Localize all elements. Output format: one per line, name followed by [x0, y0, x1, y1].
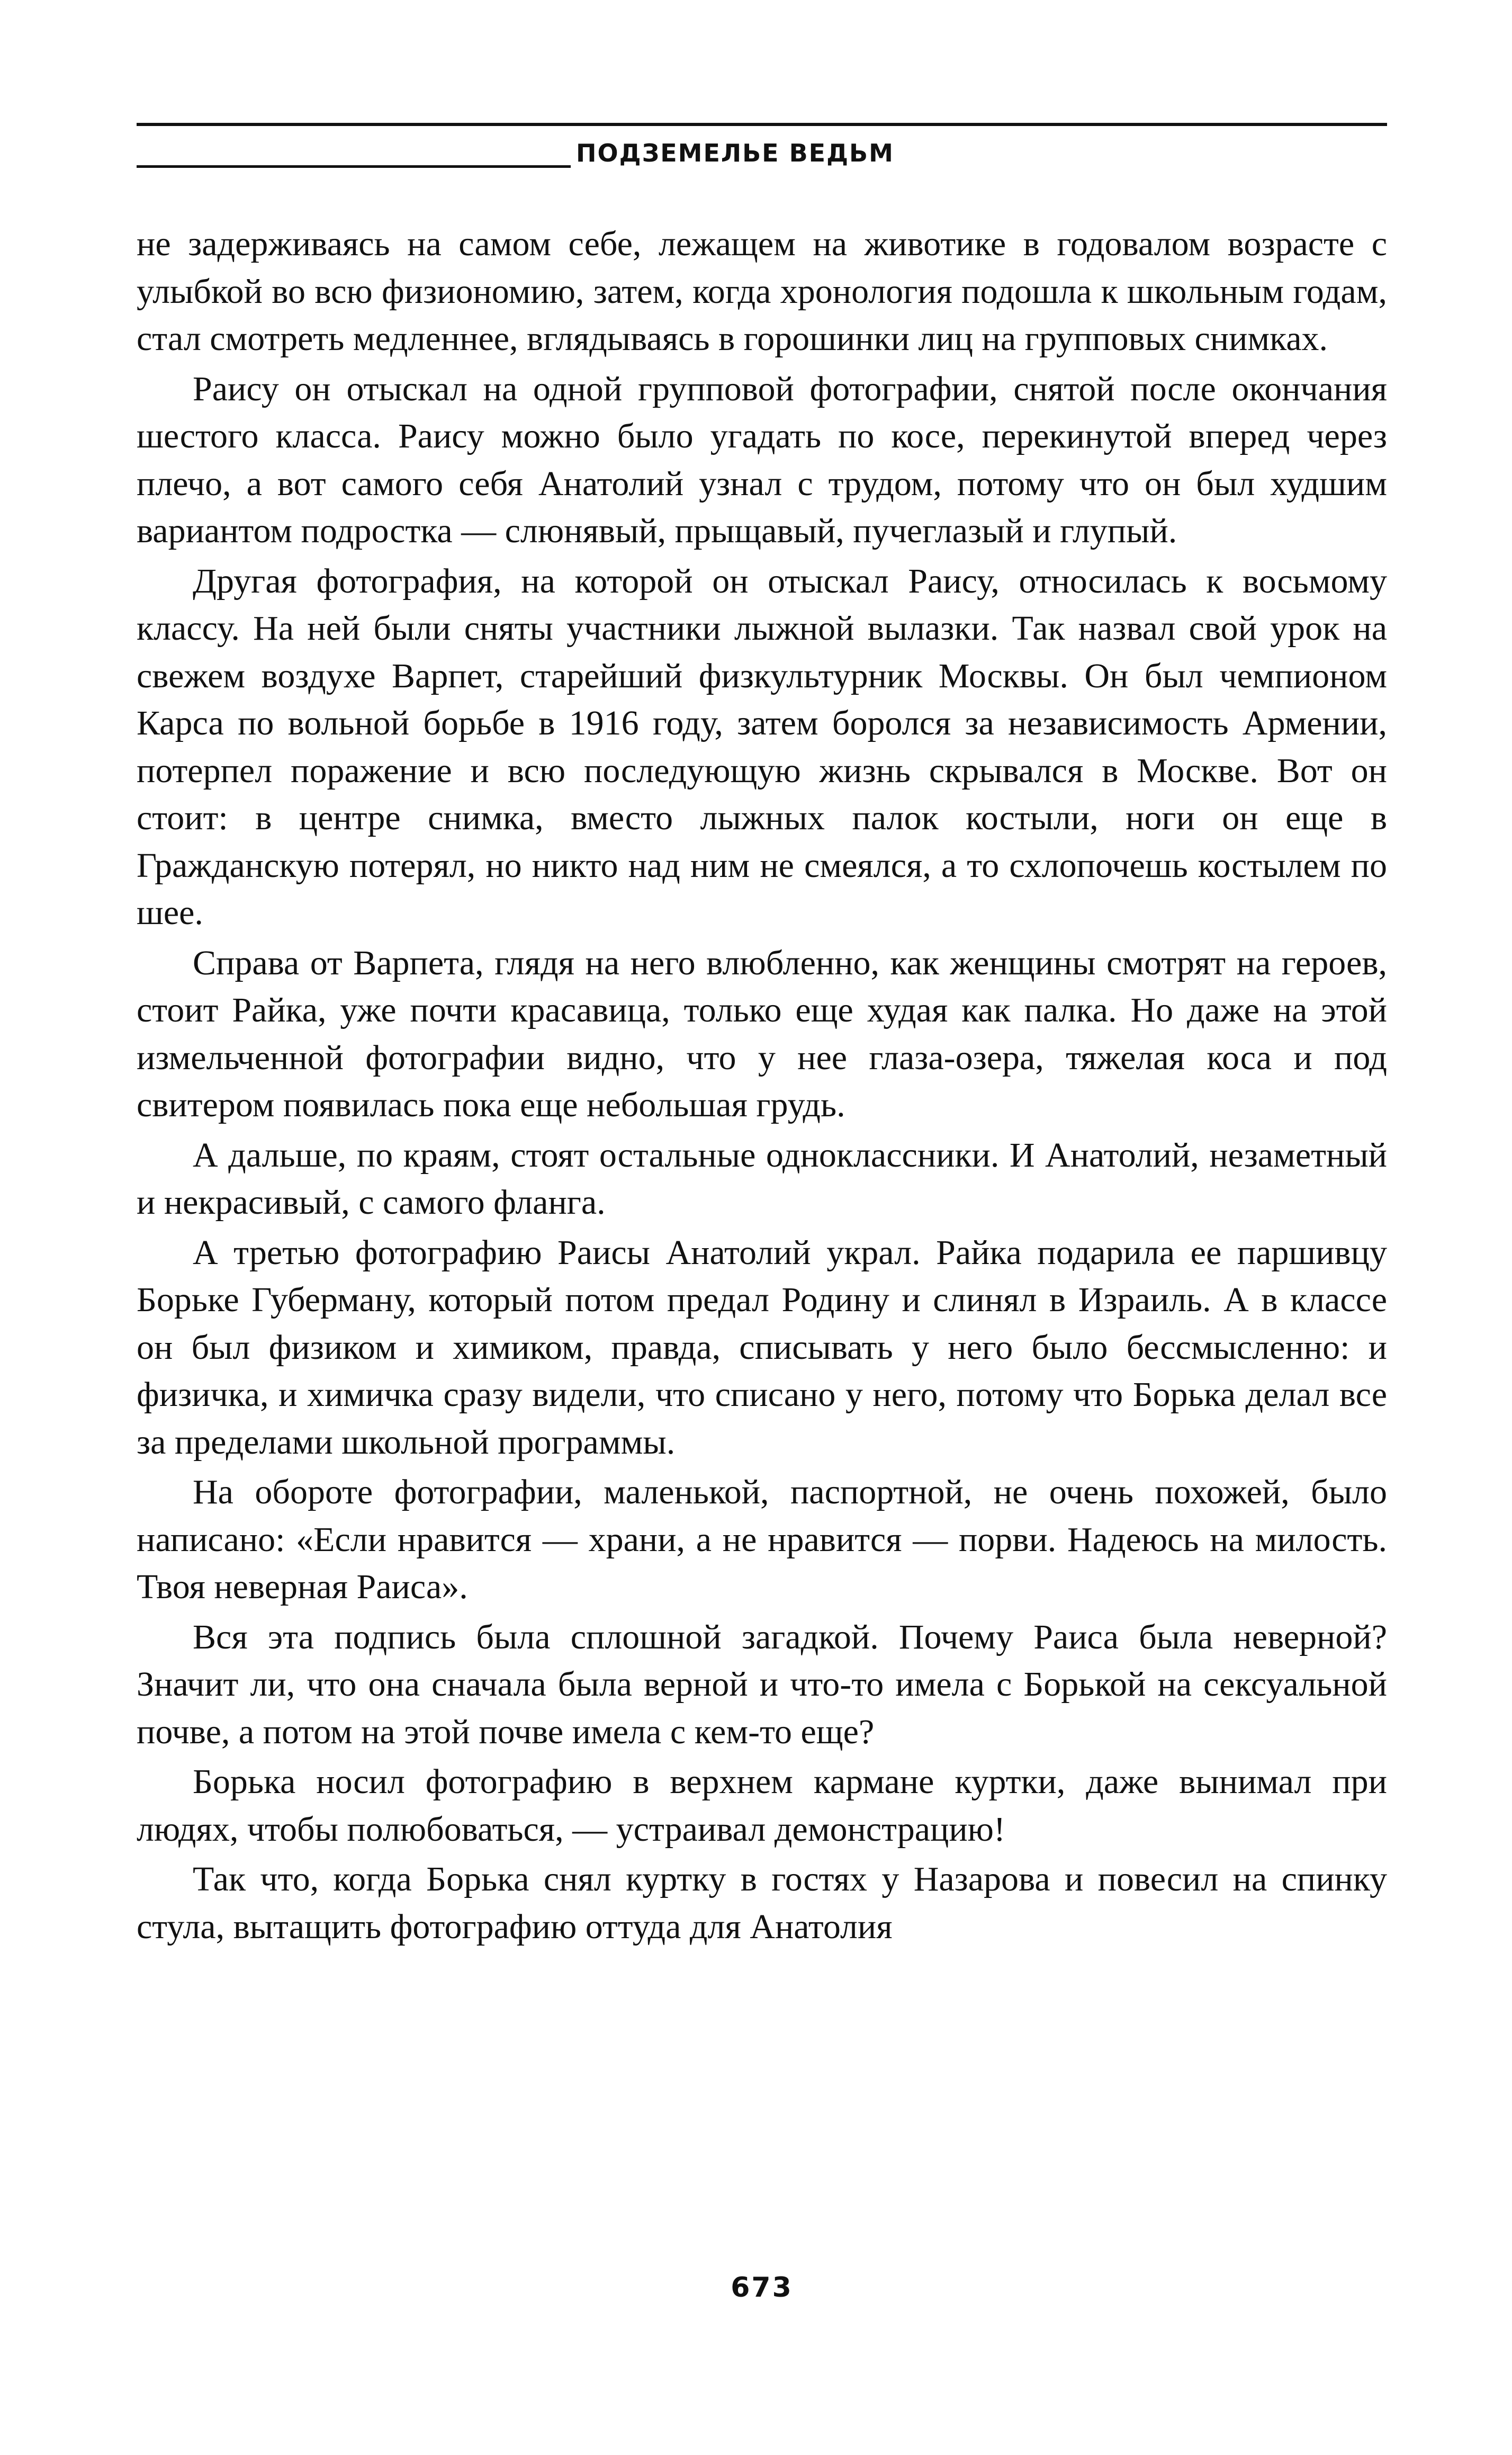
running-title: ПОДЗЕМЕЛЬЕ ВЕДЬМ — [576, 139, 894, 167]
paragraph: А дальше, по краям, стоят остальные одноклассники. И Анатолий, незаметный и некрасивый, с самого фланга. — [137, 1135, 1387, 1222]
paragraph: Борька носил фотографию в верхнем кармане куртки, даже вынимал при людях, чтобы полюбоваться, — устраивал демонстрацию! — [137, 1762, 1387, 1849]
paragraph: Справа от Варпета, глядя на него влюбленно, как женщины смотрят на героев, стоит Райка, уже почти красавица, только еще худая как палка. Но даже на этой измельченной фотографии видно, что у нее глаза-озера, тяжелая коса и под свитером появилась пока еще небольшая грудь. — [137, 943, 1387, 1124]
book-page — [137, 122, 1387, 2399]
paragraph: Так что, когда Борька снял куртку в гостях у Назарова и повесил на спинку стула, вытащить фотографию оттуда для Анатолия — [137, 1860, 1387, 1946]
header-rule-top — [137, 123, 1387, 126]
paragraph: Раису он отыскал на одной групповой фотографии, снятой после окончания шестого класса. Раису можно было угадать по косе, перекинутой вперед через плечо, а вот самого себя Анатолий узнал с трудом, потому что он был худшим вариантом подростка — слюнявый, прыщавый, пучеглазый и глупый. — [137, 369, 1387, 550]
paragraph: А третью фотографию Раисы Анатолий украл. Райка подарила ее паршивцу Борьке Губерману, который потом предал Родину и слинял в Израиль. А в классе он был физиком и химиком, правда, списывать у него было бессмысленно: и физичка, и химичка сразу видели, что списано у него, потому что Борька делал все за пределами школьной программы. — [137, 1233, 1387, 1462]
paragraph-continued: не задерживаясь на самом себе, лежащем на животике в годовалом возрасте с улыбкой во всю физиономию, затем, когда хронология подошла к школьным годам, стал смотреть медленнее, вглядываясь в горошинки лиц на групповых снимках. — [137, 225, 1387, 358]
running-header — [137, 122, 1387, 180]
paragraph: Другая фотография, на которой он отыскал Раису, относилась к восьмому классу. На ней были сняты участники лыжной вылазки. Так назвал свой урок на свежем воздухе Варпет, старейший физкультурник Москвы. Он был чемпионом Карса по вольной борьбе в 1916 году, затем боролся за независимость Армении, потерпел поражение и всю последующую жизнь скрывался в Москве. Вот он стоит: в центре снимка, вместо лыжных палок костыли, ноги он еще в Гражданскую потерял, но никто над ним не смеялся, а то схлопочешь костылем по шее. — [137, 561, 1387, 932]
paragraph: Вся эта подпись была сплошной загадкой. Почему Раиса была неверной? Значит ли, что она сначала была верной и что-то имела с Борькой на сексуальной почве, а потом на этой почве имела с кем-то еще? — [137, 1617, 1387, 1751]
body-text — [137, 220, 1387, 1950]
page-number: 673 — [731, 2272, 793, 2304]
header-rule-left — [137, 165, 571, 168]
paragraph: На обороте фотографии, маленькой, паспортной, не очень похожей, было написано: «Если нравится — храни, а не нравится — порви. Надеюсь на милость. Твоя неверная Раиса». — [137, 1473, 1387, 1606]
